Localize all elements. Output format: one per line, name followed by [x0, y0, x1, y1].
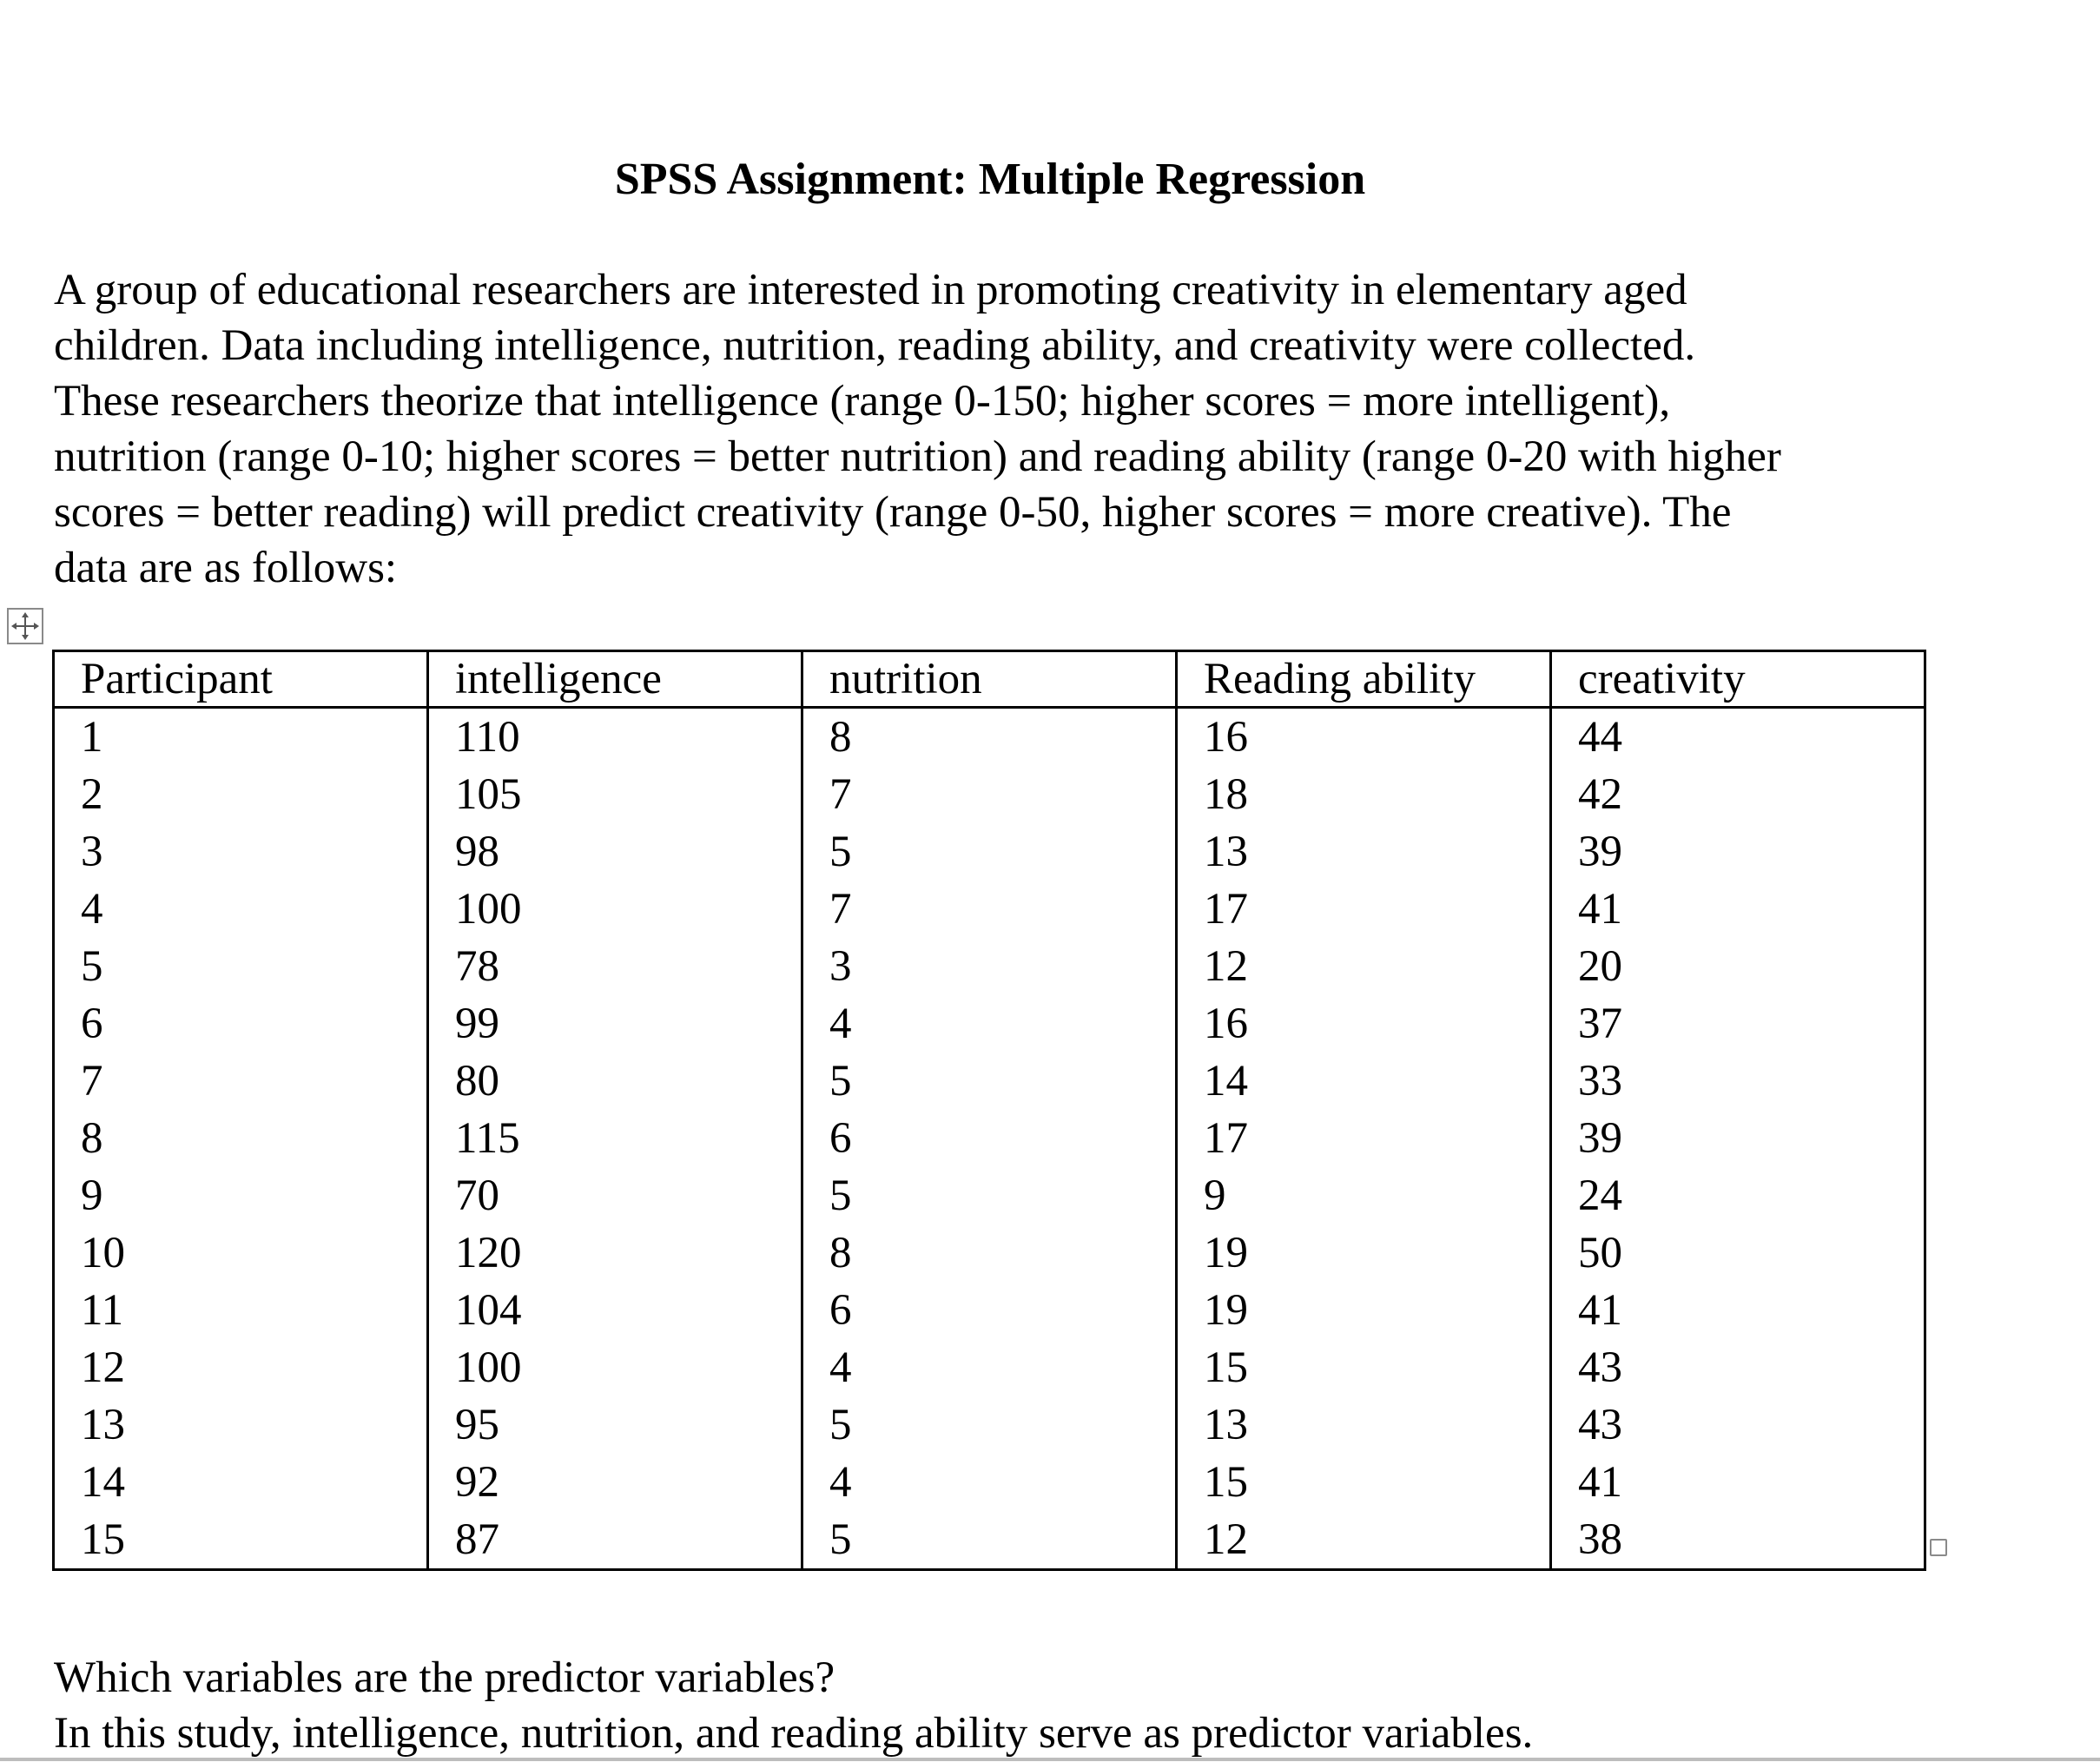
cell-reading-ability: 16 [1177, 995, 1551, 1053]
cell-reading-ability: 16 [1177, 708, 1551, 767]
move-arrows-icon[interactable] [7, 608, 43, 644]
cell-participant: 11 [54, 1282, 428, 1339]
cell-reading-ability: 13 [1177, 823, 1551, 881]
cell-intelligence: 100 [428, 1339, 802, 1396]
cell-reading-ability: 14 [1177, 1053, 1551, 1110]
cell-reading-ability: 15 [1177, 1454, 1551, 1511]
cell-nutrition: 5 [802, 1053, 1177, 1110]
cell-intelligence: 87 [428, 1511, 802, 1570]
header-participant: Participant [54, 651, 428, 708]
cell-intelligence: 78 [428, 938, 802, 995]
cell-creativity: 50 [1551, 1224, 1925, 1282]
cell-participant: 1 [54, 708, 428, 767]
cell-intelligence: 70 [428, 1167, 802, 1224]
cell-intelligence: 92 [428, 1454, 802, 1511]
cell-nutrition: 5 [802, 1167, 1177, 1224]
data-table [52, 650, 1926, 1571]
cell-intelligence: 95 [428, 1396, 802, 1454]
cell-nutrition: 5 [802, 823, 1177, 881]
table-row [54, 1339, 1925, 1396]
cell-creativity: 37 [1551, 995, 1925, 1053]
cell-participant: 13 [54, 1396, 428, 1454]
cell-creativity: 24 [1551, 1167, 1925, 1224]
table-row [54, 995, 1925, 1053]
cell-creativity: 33 [1551, 1053, 1925, 1110]
cell-participant: 2 [54, 766, 428, 823]
cell-intelligence: 80 [428, 1053, 802, 1110]
cell-reading-ability: 18 [1177, 766, 1551, 823]
cell-intelligence: 100 [428, 881, 802, 938]
cell-nutrition: 3 [802, 938, 1177, 995]
cell-creativity: 43 [1551, 1396, 1925, 1454]
table-row [54, 1282, 1925, 1339]
intro-line: These researchers theorize that intelligence (range 0-150; higher scores = more intelligent), [54, 377, 1671, 426]
resize-square-icon[interactable] [1930, 1539, 1947, 1556]
table-row [54, 1454, 1925, 1511]
intro-line: nutrition (range 0-10; higher scores = better nutrition) and reading ability (range 0-20 with higher [54, 432, 1781, 481]
cell-intelligence: 104 [428, 1282, 802, 1339]
cell-creativity: 41 [1551, 1282, 1925, 1339]
cell-creativity: 42 [1551, 766, 1925, 823]
intro-line: children. Data including intelligence, nutrition, reading ability, and creativity were collected. [54, 321, 1696, 370]
cell-creativity: 43 [1551, 1339, 1925, 1396]
cell-nutrition: 6 [802, 1282, 1177, 1339]
cell-nutrition: 4 [802, 1454, 1177, 1511]
cell-creativity: 44 [1551, 708, 1925, 767]
table-row [54, 708, 1925, 767]
page-divider [0, 1758, 2100, 1761]
cell-participant: 14 [54, 1454, 428, 1511]
cell-nutrition: 7 [802, 766, 1177, 823]
header-intelligence: intelligence [428, 651, 802, 708]
table-row [54, 1511, 1925, 1570]
cell-creativity: 39 [1551, 1110, 1925, 1167]
intro-paragraph [54, 262, 1991, 596]
table-row [54, 1224, 1925, 1282]
cell-participant: 15 [54, 1511, 428, 1570]
table-row [54, 938, 1925, 995]
cell-participant: 4 [54, 881, 428, 938]
cell-nutrition: 7 [802, 881, 1177, 938]
cell-nutrition: 4 [802, 1339, 1177, 1396]
cell-intelligence: 98 [428, 823, 802, 881]
answer-text: In this study, intelligence, nutrition, and reading ability serve as predictor variables. [54, 1709, 1534, 1758]
cell-intelligence: 110 [428, 708, 802, 767]
header-creativity: creativity [1551, 651, 1925, 708]
cell-intelligence: 99 [428, 995, 802, 1053]
header-nutrition: nutrition [802, 651, 1177, 708]
document-title: SPSS Assignment: Multiple Regression [614, 155, 1366, 204]
cell-nutrition: 6 [802, 1110, 1177, 1167]
cell-participant: 7 [54, 1053, 428, 1110]
cell-creativity: 20 [1551, 938, 1925, 995]
intro-line: data are as follows: [54, 544, 398, 592]
intro-line: scores = better reading) will predict creativity (range 0-50, higher scores = more creative). The [54, 488, 1732, 537]
cell-reading-ability: 12 [1177, 1511, 1551, 1570]
cell-participant: 9 [54, 1167, 428, 1224]
cell-participant: 12 [54, 1339, 428, 1396]
cell-participant: 5 [54, 938, 428, 995]
cell-creativity: 38 [1551, 1511, 1925, 1570]
cell-nutrition: 5 [802, 1511, 1177, 1570]
table-row [54, 766, 1925, 823]
question-text: Which variables are the predictor variables? [54, 1653, 835, 1702]
cell-nutrition: 5 [802, 1396, 1177, 1454]
table-row [54, 823, 1925, 881]
cell-nutrition: 8 [802, 1224, 1177, 1282]
cell-reading-ability: 13 [1177, 1396, 1551, 1454]
cell-nutrition: 4 [802, 995, 1177, 1053]
cell-creativity: 41 [1551, 1454, 1925, 1511]
cell-participant: 3 [54, 823, 428, 881]
table-row [54, 881, 1925, 938]
cell-reading-ability: 17 [1177, 1110, 1551, 1167]
table-row [54, 1167, 1925, 1224]
cell-reading-ability: 19 [1177, 1282, 1551, 1339]
cell-reading-ability: 15 [1177, 1339, 1551, 1396]
table-header-row [54, 651, 1925, 708]
cell-reading-ability: 12 [1177, 938, 1551, 995]
header-reading-ability: Reading ability [1177, 651, 1551, 708]
table-row [54, 1053, 1925, 1110]
table-row [54, 1396, 1925, 1454]
table-row [54, 1110, 1925, 1167]
intro-line: A group of educational researchers are interested in promoting creativity in elementary aged [54, 266, 1687, 314]
cell-intelligence: 105 [428, 766, 802, 823]
cell-reading-ability: 19 [1177, 1224, 1551, 1282]
cell-reading-ability: 17 [1177, 881, 1551, 938]
cell-intelligence: 115 [428, 1110, 802, 1167]
cell-intelligence: 120 [428, 1224, 802, 1282]
cell-creativity: 39 [1551, 823, 1925, 881]
cell-participant: 8 [54, 1110, 428, 1167]
cell-creativity: 41 [1551, 881, 1925, 938]
cell-participant: 6 [54, 995, 428, 1053]
cell-participant: 10 [54, 1224, 428, 1282]
cell-nutrition: 8 [802, 708, 1177, 767]
cell-reading-ability: 9 [1177, 1167, 1551, 1224]
